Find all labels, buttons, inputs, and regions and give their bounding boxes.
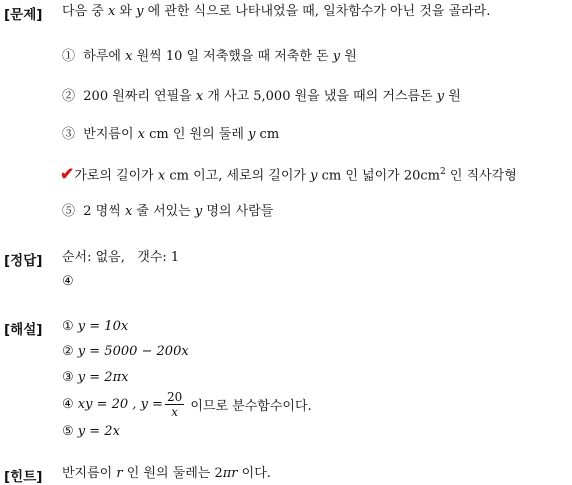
option-text: 2 명씩: [83, 204, 125, 219]
explanation-tag: [해설]: [4, 322, 43, 338]
option-5[interactable]: [62, 203, 273, 221]
option-text: 원: [444, 89, 461, 104]
stem-var-y: y: [136, 4, 144, 19]
option-text: 원: [340, 49, 357, 64]
option-text: 개 사고 5,000 원을 냈을 때의 거스름돈: [203, 89, 437, 104]
explanation-item-4: [62, 386, 312, 422]
answer-tag: [정답]: [4, 253, 43, 269]
explanation-marker: ①: [62, 319, 74, 334]
explanation-item-2: [62, 343, 189, 361]
option-var: x: [195, 89, 204, 104]
fraction: [165, 390, 184, 419]
option-text: 명의 사람들: [202, 204, 274, 219]
hint-tag: [힌트]: [4, 469, 43, 485]
option-marker: ⑤: [62, 204, 76, 219]
option-2[interactable]: [62, 88, 461, 106]
explanation-expr: y = 2πx: [77, 370, 129, 385]
option-marker: ③: [62, 127, 76, 142]
option-var: y: [194, 204, 203, 219]
option-var: x: [157, 168, 166, 184]
option-text: cm 인 넓이가 20cm: [317, 168, 440, 184]
superscript: 2: [439, 167, 446, 177]
option-text: 가로의 길이가: [74, 168, 158, 184]
explanation-marker: ③: [62, 370, 74, 385]
option-3[interactable]: [62, 126, 279, 144]
answer-line: 순서: 없음, 갯수: 1: [62, 250, 180, 265]
option-text: 하루에: [83, 49, 126, 64]
option-marker: ②: [62, 89, 76, 104]
option-marker: ①: [62, 49, 76, 64]
explanation-expr: y = 5000 − 200x: [77, 344, 189, 359]
option-var: y: [436, 89, 445, 104]
option-1[interactable]: [62, 48, 357, 66]
stem-text: 와: [115, 4, 137, 19]
explanation-expr: y = 10x: [77, 319, 129, 334]
fraction-denominator: x: [171, 404, 178, 419]
explanation-item-3: [62, 369, 128, 387]
option-text: 줄 서있는: [132, 204, 195, 219]
stem-text: 에 관한 식으로 나타내었을 때, 일차함수가 아닌 것을 골라라.: [143, 4, 491, 19]
hint-part: 인 원의 둘레는 2: [122, 466, 223, 481]
option-var: y: [248, 127, 256, 142]
hint-var: πr: [222, 466, 238, 481]
option-var: y: [310, 168, 318, 184]
hint-text: [62, 465, 271, 483]
explanation-item-1: [62, 318, 128, 336]
fraction-numerator: 20: [166, 389, 183, 404]
option-var: x: [124, 204, 133, 219]
option-text: cm 인 원의 둘레: [145, 127, 249, 142]
explanation-item-5: [62, 423, 120, 441]
option-text: cm 이고, 세로의 길이가: [165, 168, 311, 184]
hint-var: r: [116, 466, 123, 481]
explanation-text: 이므로 분수함수이다.: [186, 398, 312, 414]
option-text: 인 직사각형: [445, 168, 517, 184]
option-text: 원씩 10 일 저축했을 때 저축한 돈: [132, 49, 333, 64]
answer-choice: ④: [62, 274, 74, 289]
explanation-marker: ④: [62, 396, 74, 412]
explanation-marker: ⑤: [62, 424, 74, 439]
option-text: cm: [255, 127, 280, 142]
explanation-marker: ②: [62, 344, 74, 359]
question-stem: [62, 3, 490, 21]
hint-part: 반지름이: [62, 466, 117, 481]
hint-part: 이다.: [237, 466, 271, 481]
option-var: x: [125, 49, 133, 64]
explanation-expr: y = 2x: [77, 424, 120, 439]
check-icon: ✔: [60, 164, 75, 185]
option-var: x: [137, 127, 145, 142]
option-4[interactable]: [60, 163, 517, 185]
option-var: y: [332, 49, 341, 64]
stem-var-x: x: [107, 4, 116, 19]
option-text: 반지름이: [83, 127, 138, 142]
explanation-expr: xy = 20 , y =: [77, 396, 163, 412]
question-tag: [문제]: [4, 7, 43, 23]
option-text: 200 원짜리 연필을: [83, 89, 196, 104]
stem-text: 다음 중: [62, 4, 108, 19]
